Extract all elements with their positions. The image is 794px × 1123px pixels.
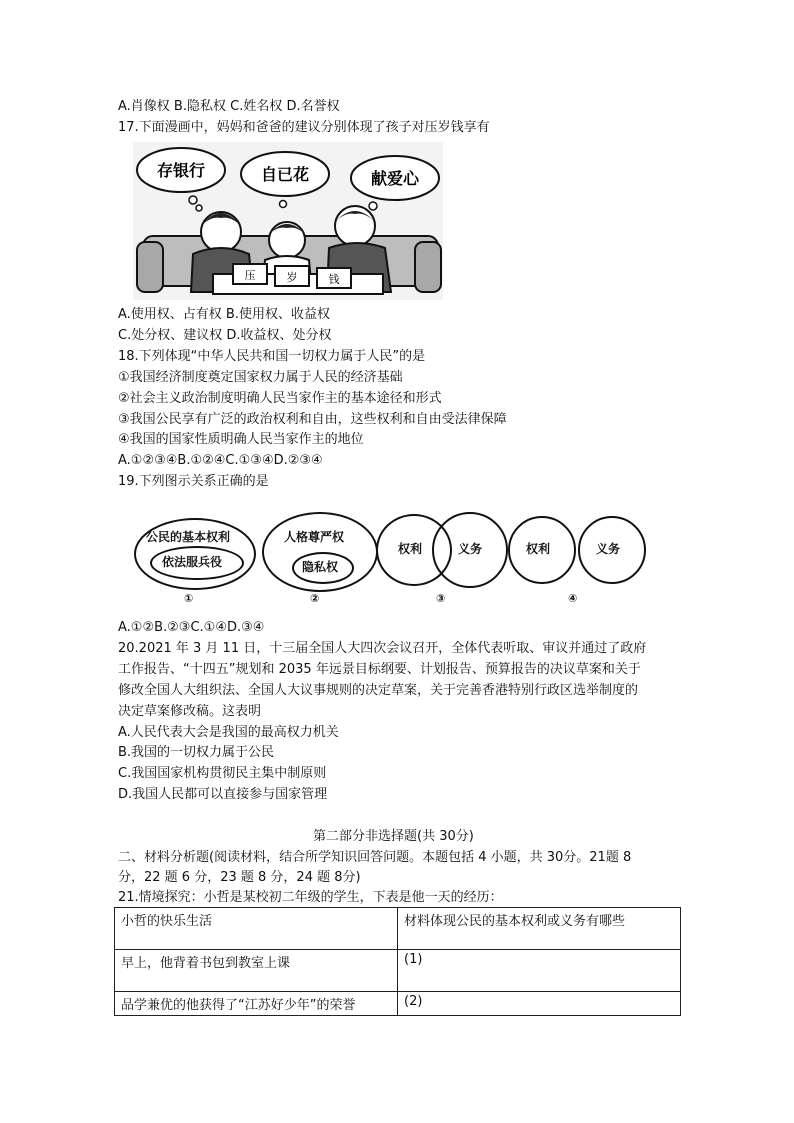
diagram3-number: ③ bbox=[436, 592, 446, 605]
bubble-3-text: 献爱心 bbox=[370, 169, 420, 188]
q20-option-b: B.我国的一切权力属于公民 bbox=[118, 745, 275, 760]
diagram3-right-label: 义务 bbox=[458, 542, 483, 556]
diagram2-inner-label: 隐私权 bbox=[302, 560, 339, 574]
box-2-text: 岁 bbox=[286, 271, 298, 284]
q20-option-a: A.人民代表大会是我国的最高权力机关 bbox=[118, 725, 339, 740]
header-left-cell: 小哲的快乐生活 bbox=[115, 908, 398, 950]
diagram2-outer-label: 人格尊严权 bbox=[284, 530, 345, 544]
diagram1-outer-label: 公民的基本权利 bbox=[146, 530, 231, 544]
q17-options-cd: C.处分权、建议权 D.收益权、处分权 bbox=[118, 328, 332, 343]
box-1-text: 压 bbox=[244, 269, 256, 282]
q17-stem: 17.下面漫画中，妈妈和爸爸的建议分别体现了孩子对压岁钱享有 bbox=[118, 120, 490, 135]
table-row bbox=[115, 992, 681, 1016]
header-right-cell: 材料体现公民的基本权利或义务有哪些 bbox=[398, 908, 681, 950]
venn-diagrams bbox=[128, 500, 648, 612]
q20-option-c: C.我国国家机构贯彻民主集中制原则 bbox=[118, 766, 327, 781]
q20-line-2: 工作报告、“十四五”规划和 2035 年远景目标纲要、计划报告、预算报告的决议草案和关于 bbox=[118, 662, 641, 677]
row1-answer-cell[interactable]: (1) bbox=[398, 950, 681, 992]
comic-drawing bbox=[133, 142, 443, 300]
q20-line-3: 修改全国人大组织法、全国人大议事规则的决定草案，关于完善香港特别行政区选举制度的 bbox=[118, 683, 639, 698]
table-row bbox=[115, 950, 681, 992]
diagram1-inner-label: 依法服兵役 bbox=[162, 555, 223, 569]
q18-item-2: ②社会主义政治制度明确人民当家作主的基本途径和形式 bbox=[118, 391, 442, 406]
bubble-2-text: 自已花 bbox=[260, 165, 310, 184]
table-header-row bbox=[115, 908, 681, 950]
q18-item-4: ④我国的国家性质明确人民当家作主的地位 bbox=[118, 432, 364, 447]
q20-line-1: 20.2021 年 3 月 11 日，十三届全国人大四次会议召开，全体代表听取、审议并通过了政府 bbox=[118, 641, 647, 656]
part2-title: 第二部分非选择题(共 30分) bbox=[313, 829, 474, 844]
q20-option-d: D.我国人民都可以直接参与国家管理 bbox=[118, 787, 328, 802]
diagram4-left-label: 权利 bbox=[526, 542, 551, 556]
q19-stem: 19.下列图示关系正确的是 bbox=[118, 474, 269, 489]
row2-left-cell: 品学兼优的他获得了“江苏好少年”的荣誉 bbox=[115, 992, 398, 1016]
q20-line-4: 决定草案修改稿。这表明 bbox=[118, 704, 262, 719]
q21-stem: 21.情境探究：小哲是某校初二年级的学生，下表是他一天的经历： bbox=[118, 890, 503, 905]
q21-table bbox=[114, 907, 681, 1016]
q18-item-3: ③我国公民享有广泛的政治权利和自由，这些权利和自由受法律保障 bbox=[118, 412, 507, 427]
diagram2-number: ② bbox=[310, 592, 320, 605]
part2-intro-1: 二、材料分析题(阅读材料，结合所学知识回答问题。本题包括 4 小题，共 30分。21题 8 bbox=[118, 850, 632, 865]
diagram4-right-label: 义务 bbox=[596, 542, 621, 556]
q18-stem: 18.下列体现“中华人民共和国一切权力属于人民”的是 bbox=[118, 349, 426, 364]
bubble-1-text: 存银行 bbox=[156, 161, 206, 180]
box-3-text: 钱 bbox=[328, 273, 340, 286]
part2-intro-2: 分，22 题 6 分，23 题 8 分，24 题 8分) bbox=[118, 870, 361, 885]
row1-left-cell: 早上，他背着书包到教室上课 bbox=[115, 950, 398, 992]
diagram1-number: ① bbox=[184, 592, 194, 605]
comic-image bbox=[133, 142, 443, 300]
q17-options-ab: A.使用权、占有权 B.使用权、收益权 bbox=[118, 307, 330, 322]
q19-options: A.①②B.②③C.①④D.③④ bbox=[118, 620, 265, 635]
q18-item-1: ①我国经济制度奠定国家权力属于人民的经济基础 bbox=[118, 370, 403, 385]
diagram3-left-label: 权利 bbox=[398, 542, 423, 556]
q18-options: A.①②③④B.①②④C.①③④D.②③④ bbox=[118, 453, 323, 468]
row2-answer-cell[interactable]: (2) bbox=[398, 992, 681, 1016]
q16-options: A.肖像权 B.隐私权 C.姓名权 D.名誉权 bbox=[118, 99, 340, 114]
diagram4-number: ④ bbox=[568, 592, 578, 605]
